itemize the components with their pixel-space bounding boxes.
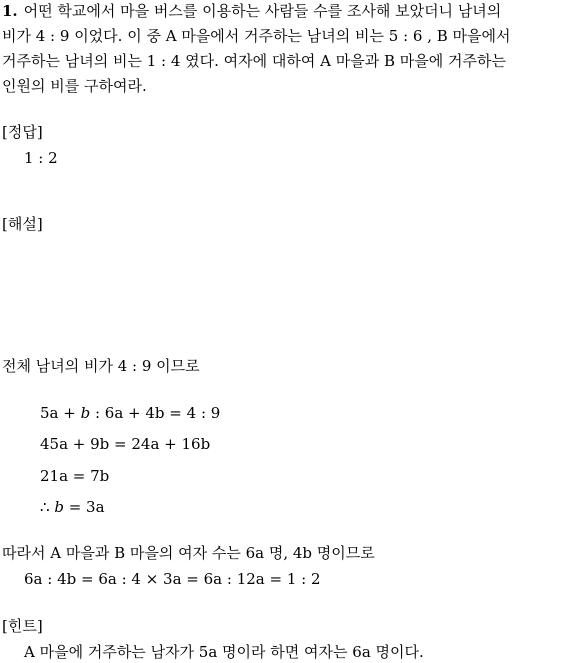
problem-line-2: 비가 4 : 9 이었다. 이 중 A 마을에서 거주하는 남녀의 비는 5 : 6 , B 마을에서 xyxy=(2,27,511,45)
problem-text-1: 어떤 학교에서 마을 버스를 이용하는 사람들 수를 조사해 보았더니 남녀의 xyxy=(23,2,502,20)
problem-line-1 xyxy=(2,0,501,22)
hint-heading: [힌트] xyxy=(2,617,43,635)
equation-2: 45a + 9b = 24a + 16b xyxy=(40,435,211,453)
equation-4: ∴ b = 3a xyxy=(40,498,105,516)
problem-line-3: 거주하는 남녀의 비는 1 : 4 였다. 여자에 대하여 A 마을과 B 마을에 거주하는 xyxy=(2,52,506,70)
explanation-heading: [해설] xyxy=(2,215,43,233)
explanation-conclusion: 따라서 A 마을과 B 마을의 여자 수는 6a 명, 4b 명이므로 xyxy=(2,544,375,562)
answer-heading: [정답] xyxy=(2,123,43,141)
hint-text: A 마을에 거주하는 남자가 5a 명이라 하면 여자는 6a 명이다. xyxy=(24,643,424,661)
equation-3: 21a = 7b xyxy=(40,467,110,485)
equation-1: 5a + b : 6a + 4b = 4 : 9 xyxy=(40,404,221,422)
explanation-final: 6a : 4b = 6a : 4 × 3a = 6a : 12a = 1 : 2 xyxy=(24,570,321,588)
problem-line-4: 인원의 비를 구하여라. xyxy=(2,77,147,95)
explanation-intro: 전체 남녀의 비가 4 : 9 이므로 xyxy=(2,357,200,375)
answer-value: 1 : 2 xyxy=(24,149,58,167)
problem-number: 1. xyxy=(2,2,18,20)
